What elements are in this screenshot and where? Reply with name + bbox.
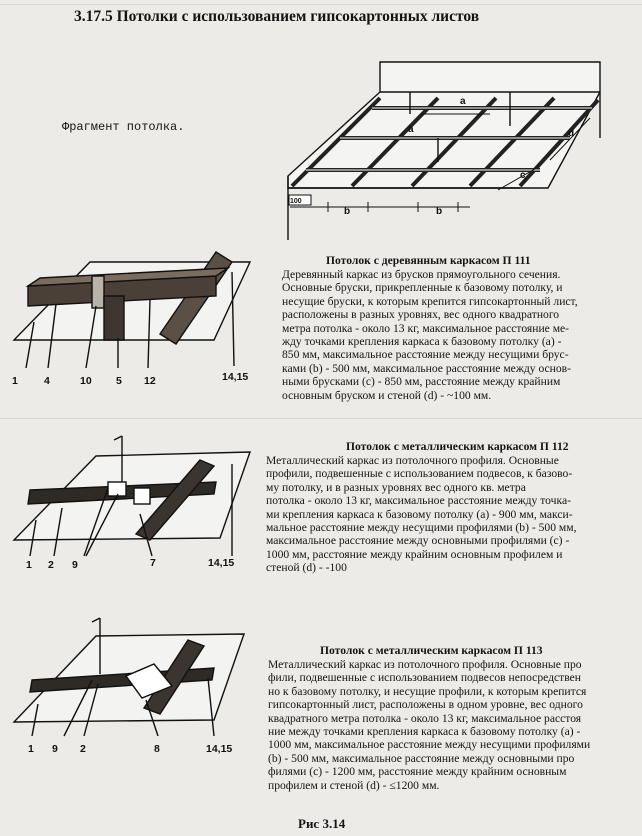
text-line: 1000 мм, расстояние между крайним основным профилем и: [266, 547, 563, 561]
dim-label-a2: a: [408, 124, 414, 135]
s1-label-12: 12: [144, 375, 156, 387]
s2-label-14-15: 14,15: [208, 557, 235, 569]
s1-label-5: 5: [116, 375, 122, 387]
text-line: гипсокартонный лист, расположены в одном уровне, вес одного: [268, 698, 583, 712]
section-text-p112: [266, 454, 638, 575]
text-line: профилем и стеной (d) - ≤1200 мм.: [268, 778, 440, 792]
s3-label-1: 1: [28, 743, 34, 755]
section-title-p111: Потолок с деревянным каркасом П 111: [326, 254, 531, 267]
s3-label-14-15: 14,15: [206, 743, 233, 755]
s3-label-2: 2: [80, 743, 86, 755]
dim-label-100: 100: [290, 198, 302, 205]
text-line: расположены в разных уровнях, вес одного квадратного: [282, 308, 560, 322]
section-text-p113: [268, 658, 640, 792]
text-line: ние между точками крепления каркаса к базовому потолку (a) -: [268, 725, 581, 739]
text-line: основным бруском и стеной (d) - ~100 мм.: [282, 388, 492, 402]
s1-label-4: 4: [44, 375, 50, 387]
text-line: жду точками крепления каркаса к базовому потолку (a) -: [282, 335, 562, 349]
s2-label-1: 1: [26, 559, 32, 571]
text-line: Металлический каркас из потолочного профиля. Основные: [266, 454, 559, 467]
s1-label-1: 1: [12, 375, 18, 387]
text-line: мальное расстояние между несущими профилями (b) - 500 мм,: [266, 521, 577, 535]
text-line: Основные бруски, прикрепленные к базовому потолку, и: [282, 281, 563, 295]
dim-label-a1: a: [460, 96, 466, 107]
text-line: квадратного метра потолка - около 13 кг, максимальное расстоя: [268, 711, 582, 725]
s2-label-2: 2: [48, 559, 54, 571]
text-line: метра потолка - около 13 кг, максимальное расстояние ме-: [282, 321, 570, 335]
text-line: ными брусками (c) - 850 мм, расстояние между крайним: [282, 375, 561, 389]
text-line: но к базовому потолку, и несущие профили, к которым крепится: [268, 684, 587, 698]
text-line: (b) - 500 мм, максимальное расстояние между основными про: [268, 751, 575, 765]
text-line: несущие бруски, к которым крепится гипсокартонный лист,: [282, 294, 578, 308]
page-title: 3.17.5 Потолки с использованием гипсокартонных листов: [74, 8, 480, 25]
text-line: профили, подвешенные с использованием подвесов, к базово-: [266, 467, 573, 481]
text-line: 850 мм, максимальное расстояние между несущими брус-: [282, 348, 569, 362]
s2-label-7: 7: [150, 557, 156, 569]
s1-label-14-15: 14,15: [222, 371, 249, 383]
s1-label-10: 10: [80, 375, 92, 387]
text-line: филями (c) - 1200 мм, расстояние между крайним основным: [268, 765, 567, 779]
s3-label-8: 8: [154, 743, 160, 755]
text-line: му потолку, и в разных уровнях вес одного кв. метра: [266, 480, 526, 494]
section-text-p111: [282, 268, 638, 402]
text-line: фили, подвешенные с использованием подвесов непосредствен: [268, 671, 581, 685]
text-line: 1000 мм, максимальное расстояние между несущими профилями: [268, 738, 591, 752]
section-title-p113: Потолок с металлическим каркасом П 113: [320, 644, 543, 657]
dim-label-d: d: [568, 128, 575, 139]
text-line: стеной (d) - -100: [266, 561, 347, 575]
section-title-p112: Потолок с металлическим каркасом П 112: [346, 440, 569, 453]
text-line: максимальное расстояние между основными профилями (c) -: [266, 534, 570, 548]
text-line: ми крепления каркаса к базовому потолку (a) - 900 мм, макси-: [266, 507, 573, 521]
text-line: ками (b) - 500 мм, максимальное расстояние между основ-: [282, 361, 572, 375]
text-line: Деревянный каркас из брусков прямоугольного сечения.: [282, 268, 561, 281]
figure-caption: Рис 3.14: [298, 816, 346, 831]
s3-label-9: 9: [52, 743, 58, 755]
fragment-label: Фрагмент потолка.: [62, 120, 185, 134]
dim-label-b1: b: [344, 206, 351, 217]
text-line: потолка - около 13 кг, максимальное расстояние между точка-: [266, 494, 571, 508]
s2-label-9: 9: [72, 559, 78, 571]
dim-label-b2: b: [436, 206, 443, 217]
text-line: Металлический каркас из потолочного профиля. Основные про: [268, 658, 582, 671]
dim-label-c: c: [520, 170, 526, 181]
